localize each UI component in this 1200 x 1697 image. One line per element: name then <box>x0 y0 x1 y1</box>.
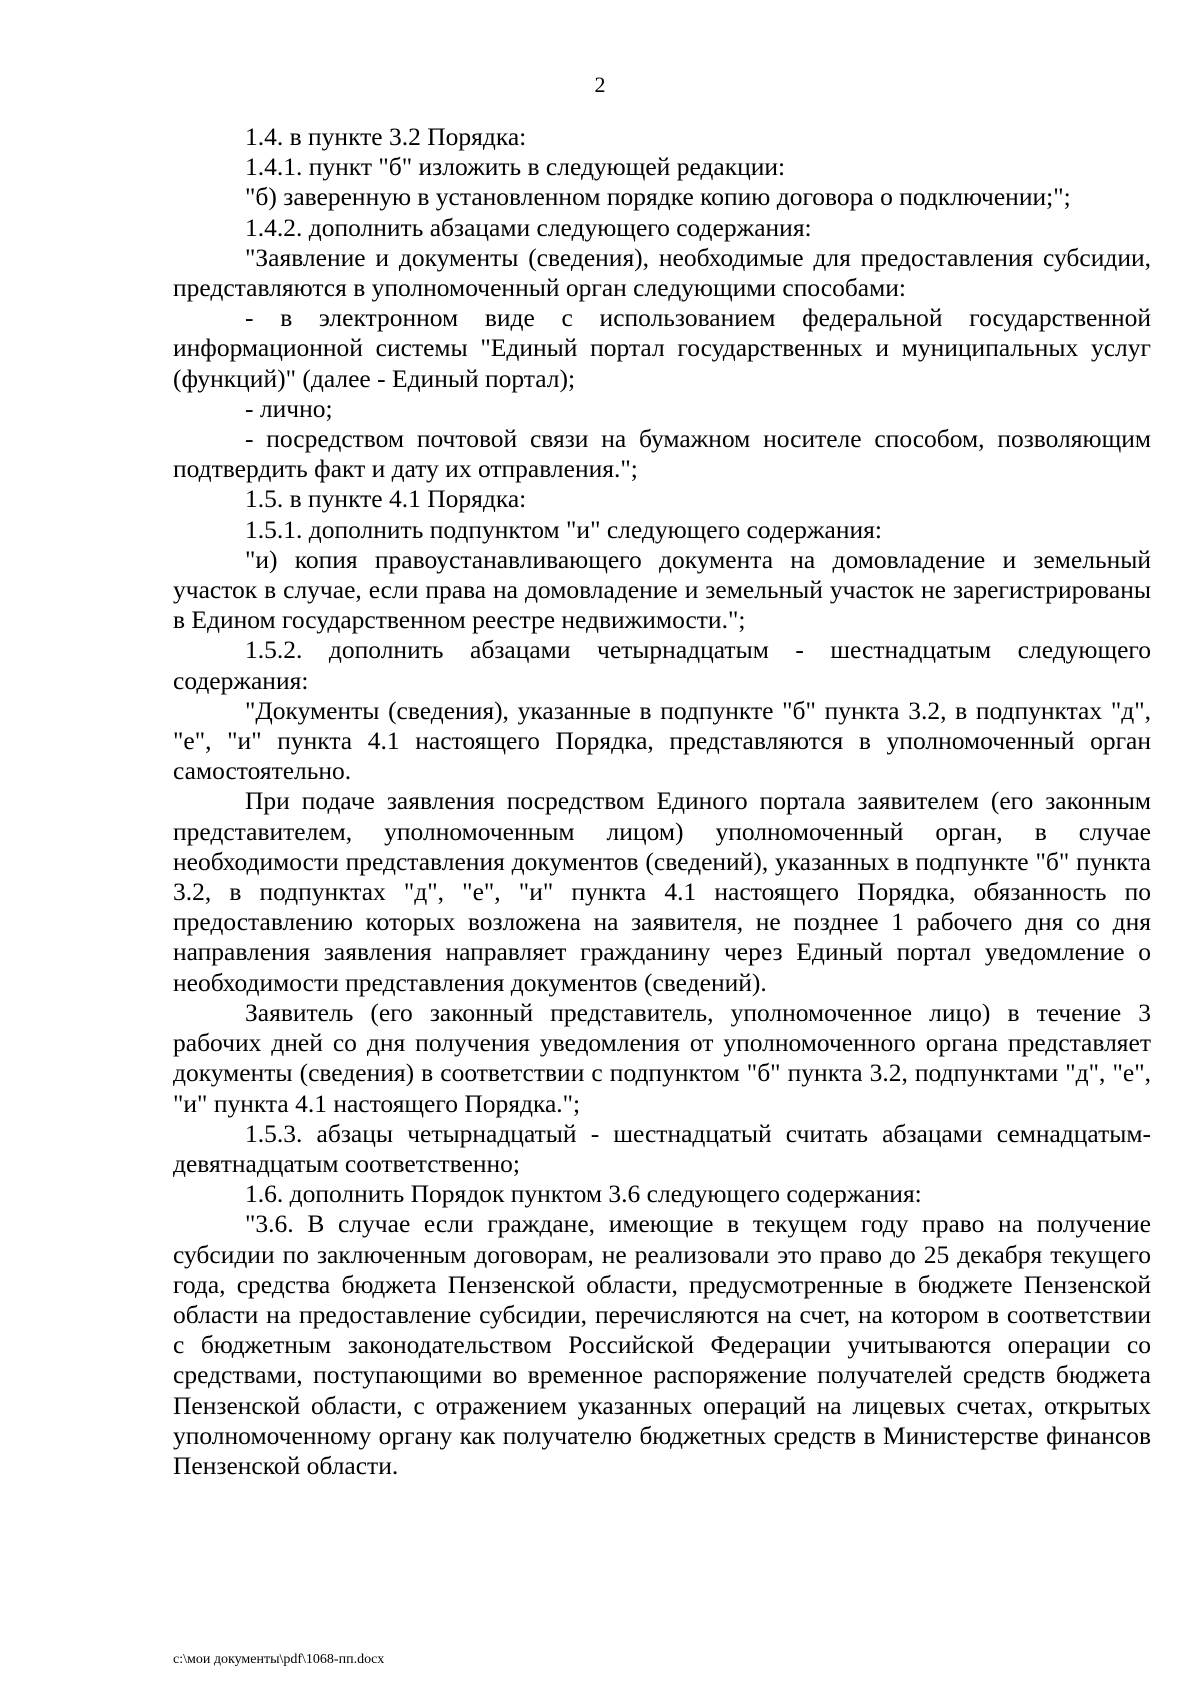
paragraph-3-6: "3.6. В случае если граждане, имеющие в текущем году право на получение субсидии по заключенным договорам, не реализовали это право до 25 декабря текущего года, средства бюджета Пензенской области, предусмотренные в бюджете Пензенской области на предоставление субсидии, перечисляются на счет, на котором в соответствии с бюджетным законодательством Российской Федерации учитываются операции со средствами, поступающими во временное распоряжение получателей средств бюджета Пензенской области, с отражением указанных операций на лицевых счетах, открытых уполномоченному органу как получателю бюджетных средств в Министерстве финансов Пензенской области. <box>173 1209 1151 1480</box>
page-number: 2 <box>594 72 606 97</box>
paragraph-1-4-1: 1.4.1. пункт "б" изложить в следующей редакции: <box>245 152 786 182</box>
paragraph-item-b: "б) заверенную в установленном порядке копию договора о подключении;"; <box>245 182 1071 212</box>
paragraph-documents-self: "Документы (сведения), указанные в подпункте "б" пункта 3.2, в подпунктах "д", "е", "и" пункта 4.1 настоящего Порядка, представляются в уполномоченный орган самостоятельно. <box>173 695 1151 786</box>
paragraph-1-4-2: 1.4.2. дополнить абзацами следующего содержания: <box>245 212 812 242</box>
paragraph-portal-submission: При подаче заявления посредством Единого портала заявителем (его законным представителем, уполномоченным лицом) уполномоченный орган, в случае необходимости представления документов (сведений), указанных в подпункте "б" пункта 3.2, в подпунктах "д", "е", "и" пункта 4.1 настоящего Порядка, обязанность по предоставлению которых возложена на заявителя, не позднее 1 рабочего дня со дня направления заявления направляет гражданину через Единый портал уведомление о необходимости представления документов (сведений). <box>173 786 1151 997</box>
paragraph-applicant-deadline: Заявитель (его законный представитель, уполномоченное лицо) в течение 3 рабочих дней со дня получения уведомления от уполномоченного органа представляет документы (сведения) в соответствии с подпунктом "б" пункта 3.2, подпунктами "д", "е", "и" пункта 4.1 настоящего Порядка."; <box>173 997 1151 1118</box>
paragraph-1-5-3: 1.5.3. абзацы четырнадцатый - шестнадцатый считать абзацами семнадцатым-девятнадцатым соответственно; <box>173 1118 1151 1178</box>
paragraph-1-5-2: 1.5.2. дополнить абзацами четырнадцатым - шестнадцатым следующего содержания: <box>173 635 1151 695</box>
paragraph-in-person-method: - лично; <box>245 393 333 423</box>
paragraph-electronic-method: - в электронном виде с использованием федеральной государственной информационной системы "Единый портал государственных и муниципальных услуг (функций)" (далее - Единый портал); <box>173 303 1151 393</box>
paragraph-1-4: 1.4. в пункте 3.2 Порядка: <box>245 122 527 151</box>
paragraph-item-i: "и) копия правоустанавливающего документа на домовладение и земельный участок в случае, если права на домовладение и земельный участок не зарегистрированы в Едином государственном реестре недвижимости."; <box>173 544 1151 635</box>
document-body <box>173 122 1151 1481</box>
footer-file-path: c:\мои документы\pdf\1068-пп.docx <box>173 1652 385 1667</box>
paragraph-1-5-1: 1.5.1. дополнить подпунктом "и" следующего содержания: <box>245 514 882 544</box>
paragraph-postal-method: - посредством почтовой связи на бумажном носителе способом, позволяющим подтвердить факт и дату их отправления."; <box>173 424 1151 484</box>
paragraph-1-6: 1.6. дополнить Порядок пунктом 3.6 следующего содержания: <box>245 1179 922 1209</box>
paragraph-application-methods: "Заявление и документы (сведения), необходимые для предоставления субсидии, представляются в уполномоченный орган следующими способами: <box>173 242 1151 303</box>
paragraph-1-5: 1.5. в пункте 4.1 Порядка: <box>245 484 527 514</box>
